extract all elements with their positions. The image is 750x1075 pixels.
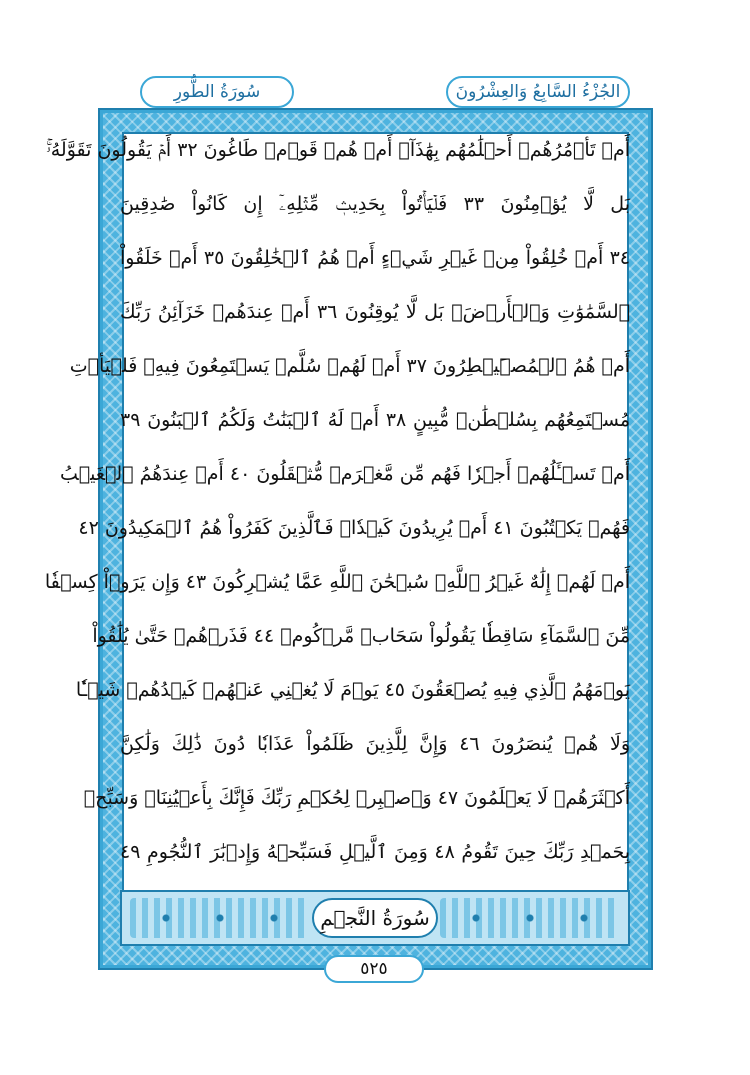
verse-line: ٱلسَّمَٰوَٰتِ وَٱلۡأَرۡضَۚ بَل لَّا يُوقِنُونَ ٣٦ أَمۡ عِندَهُمۡ خَزَآئِنُ رَبِّكَ xyxy=(120,301,631,323)
next-surah-title: سُورَةُ النَّجۡمِ xyxy=(312,898,438,938)
verse-line: فَهُمۡ يَكۡتُبُونَ ٤١ أَمۡ يُرِيدُونَ كَيۡدٗاۖ فَٱلَّذِينَ كَفَرُواْ هُمُ ٱلۡمَكِيدُونَ ٤٢ xyxy=(78,517,630,539)
surah-name-label: سُورَةُ الطُّورِ xyxy=(140,76,294,108)
verse-line: وَلَا هُمۡ يُنصَرُونَ ٤٦ وَإِنَّ لِلَّذِينَ ظَلَمُواْ عَذَابٗا دُونَ ذَٰلِكَ وَلَٰكِنَّ xyxy=(120,733,630,755)
page-number: ٥٢٥ xyxy=(324,955,424,983)
verse-line: ٣٤ أَمۡ خُلِقُواْ مِنۡ غَيۡرِ شَيۡءٍ أَمۡ هُمُ ٱلۡخَٰلِقُونَ ٣٥ أَمۡ خَلَقُواْ xyxy=(120,247,631,269)
surah-title-banner xyxy=(120,890,630,946)
verse-line: بِحَمۡدِ رَبِّكَ حِينَ تَقُومُ ٤٨ وَمِنَ ٱلَّيۡلِ فَسَبِّحۡهُ وَإِدۡبَٰرَ ٱلنُّجُومِ ٤٩ xyxy=(120,841,630,863)
verse-line: أَمۡ هُمُ ٱلۡمُصَۜيۡطِرُونَ ٣٧ أَمۡ لَهُمۡ سُلَّمٞ يَسۡتَمِعُونَ فِيهِۖ فَلۡيَأۡتِ xyxy=(69,355,630,377)
juz-name-label: الجُزْءُ السَّابِعُ وَالعِشْرُونَ xyxy=(446,76,630,108)
banner-ornament-right xyxy=(440,898,620,938)
verse-line: بَل لَّا يُؤۡمِنُونَ ٣٣ فَلۡيَأۡتُواْ بِحَدِيثٖ مِّثۡلِهِۦٓ إِن كَانُواْ صَٰدِقِينَ xyxy=(120,193,630,215)
verse-line: أَكۡثَرَهُمۡ لَا يَعۡلَمُونَ ٤٧ وَٱصۡبِرۡ لِحُكۡمِ رَبِّكَ فَإِنَّكَ بِأَعۡيُنِنَاۖ وَسَبِّحۡ xyxy=(83,787,630,809)
page-header xyxy=(120,72,630,112)
banner-ornament-left xyxy=(130,898,310,938)
verse-line: أَمۡ تَأۡمُرُهُمۡ أَحۡلَٰمُهُم بِهَٰذَآۚ أَمۡ هُمۡ قَوۡمٞ طَاغُونَ ٣٢ أَمۡ يَقُولُونَ تَقَوَّلَهُۥۚ xyxy=(45,139,630,161)
verse-line: أَمۡ تَسۡـَٔلُهُمۡ أَجۡرٗا فَهُم مِّن مَّغۡرَمٖ مُّثۡقَلُونَ ٤٠ أَمۡ عِندَهُمُ ٱلۡغَيۡبُ xyxy=(60,463,630,485)
verses-text-area xyxy=(44,128,631,888)
verse-line: مِّنَ ٱلسَّمَآءِ سَاقِطٗا يَقُولُواْ سَحَابٞ مَّرۡكُومٞ ٤٤ فَذَرۡهُمۡ حَتَّىٰ يُلَٰقُواْ xyxy=(92,625,630,647)
verse-line: أَمۡ لَهُمۡ إِلَٰهٌ غَيۡرُ ٱللَّهِۚ سُبۡحَٰنَ ٱللَّهِ عَمَّا يُشۡرِكُونَ ٤٣ وَإِن يَرَوۡاْ كِسۡفٗا xyxy=(44,571,630,593)
verse-line: يَوۡمَهُمُ ٱلَّذِي فِيهِ يُصۡعَقُونَ ٤٥ يَوۡمَ لَا يُغۡنِي عَنۡهُمۡ كَيۡدُهُمۡ شَيۡـٔٗا xyxy=(75,679,630,701)
verse-line: مُسۡتَمِعُهُم بِسُلۡطَٰنٖ مُّبِينٍ ٣٨ أَمۡ لَهُ ٱلۡبَنَٰتُ وَلَكُمُ ٱلۡبَنُونَ ٣٩ xyxy=(120,409,630,431)
